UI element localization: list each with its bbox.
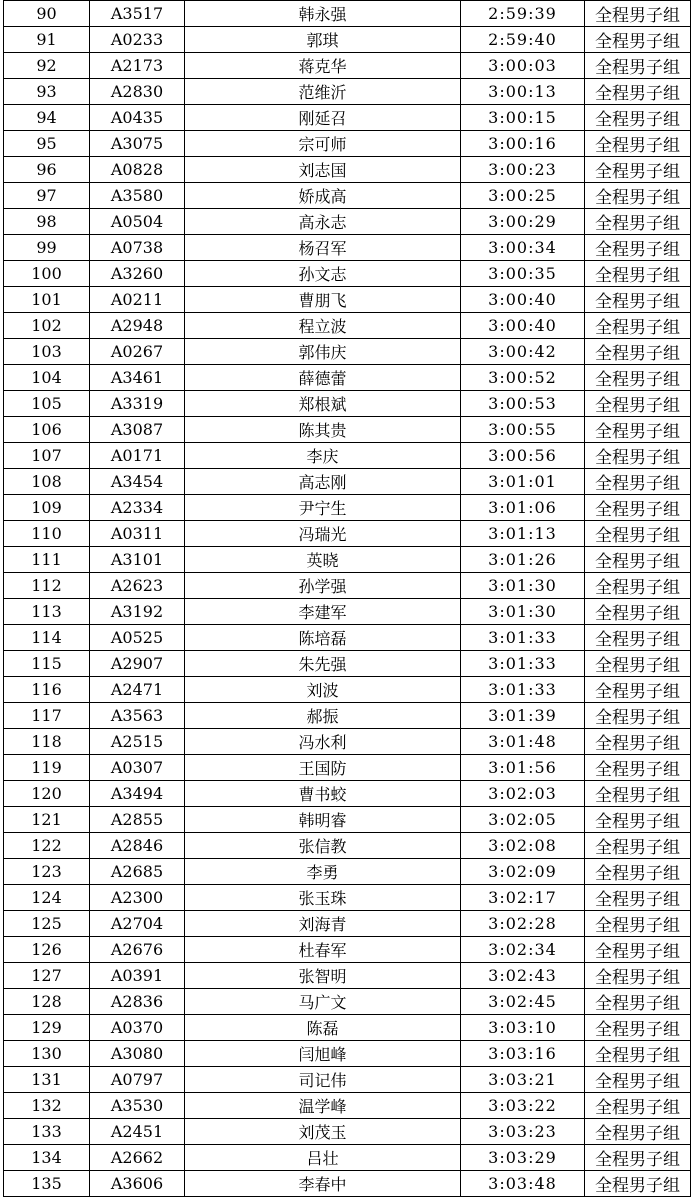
table-row [4, 1067, 691, 1093]
table-row [4, 547, 691, 573]
table-row [4, 157, 691, 183]
rank-cell: 94 [4, 105, 90, 131]
table-row [4, 1119, 691, 1145]
time-cell: 3:00:40 [461, 287, 585, 313]
group-cell: 全程男子组 [585, 131, 691, 157]
time-cell: 3:01:33 [461, 625, 585, 651]
table-row [4, 521, 691, 547]
bib-cell: A2855 [90, 807, 185, 833]
rank-cell: 96 [4, 157, 90, 183]
table-row [4, 599, 691, 625]
name-cell: 韩明睿 [185, 807, 461, 833]
name-cell: 郭琪 [185, 27, 461, 53]
table-row [4, 989, 691, 1015]
group-cell: 全程男子组 [585, 781, 691, 807]
rank-cell: 98 [4, 209, 90, 235]
bib-cell: A0738 [90, 235, 185, 261]
name-cell: 宗可师 [185, 131, 461, 157]
name-cell: 韩永强 [185, 1, 461, 27]
rank-cell: 128 [4, 989, 90, 1015]
rank-cell: 129 [4, 1015, 90, 1041]
bib-cell: A0391 [90, 963, 185, 989]
rank-cell: 105 [4, 391, 90, 417]
rank-cell: 97 [4, 183, 90, 209]
rank-cell: 99 [4, 235, 90, 261]
group-cell: 全程男子组 [585, 339, 691, 365]
name-cell: 范维沂 [185, 79, 461, 105]
rank-cell: 100 [4, 261, 90, 287]
name-cell: 刘海青 [185, 911, 461, 937]
rank-cell: 118 [4, 729, 90, 755]
time-cell: 3:01:39 [461, 703, 585, 729]
name-cell: 闫旭峰 [185, 1041, 461, 1067]
time-cell: 3:02:03 [461, 781, 585, 807]
rank-cell: 126 [4, 937, 90, 963]
group-cell: 全程男子组 [585, 833, 691, 859]
group-cell: 全程男子组 [585, 1067, 691, 1093]
group-cell: 全程男子组 [585, 677, 691, 703]
group-cell: 全程男子组 [585, 755, 691, 781]
bib-cell: A0504 [90, 209, 185, 235]
bib-cell: A3606 [90, 1171, 185, 1197]
time-cell: 3:03:21 [461, 1067, 585, 1093]
rank-cell: 131 [4, 1067, 90, 1093]
group-cell: 全程男子组 [585, 547, 691, 573]
bib-cell: A2907 [90, 651, 185, 677]
rank-cell: 93 [4, 79, 90, 105]
name-cell: 刚延召 [185, 105, 461, 131]
group-cell: 全程男子组 [585, 495, 691, 521]
name-cell: 冯水利 [185, 729, 461, 755]
time-cell: 3:00:25 [461, 183, 585, 209]
bib-cell: A2676 [90, 937, 185, 963]
group-cell: 全程男子组 [585, 625, 691, 651]
bib-cell: A0370 [90, 1015, 185, 1041]
table-row [4, 261, 691, 287]
name-cell: 张智明 [185, 963, 461, 989]
group-cell: 全程男子组 [585, 27, 691, 53]
table-row [4, 391, 691, 417]
group-cell: 全程男子组 [585, 261, 691, 287]
time-cell: 3:01:26 [461, 547, 585, 573]
name-cell: 薛德蕾 [185, 365, 461, 391]
group-cell: 全程男子组 [585, 53, 691, 79]
name-cell: 曹朋飞 [185, 287, 461, 313]
group-cell: 全程男子组 [585, 287, 691, 313]
time-cell: 3:00:23 [461, 157, 585, 183]
rank-cell: 133 [4, 1119, 90, 1145]
bib-cell: A2836 [90, 989, 185, 1015]
group-cell: 全程男子组 [585, 209, 691, 235]
table-row [4, 443, 691, 469]
time-cell: 3:00:52 [461, 365, 585, 391]
time-cell: 3:00:35 [461, 261, 585, 287]
time-cell: 3:03:48 [461, 1171, 585, 1197]
table-row [4, 1041, 691, 1067]
group-cell: 全程男子组 [585, 937, 691, 963]
rank-cell: 119 [4, 755, 90, 781]
time-cell: 3:01:33 [461, 677, 585, 703]
group-cell: 全程男子组 [585, 651, 691, 677]
bib-cell: A2515 [90, 729, 185, 755]
table-row [4, 911, 691, 937]
group-cell: 全程男子组 [585, 1145, 691, 1171]
name-cell: 杨召军 [185, 235, 461, 261]
table-row [4, 53, 691, 79]
name-cell: 高志刚 [185, 469, 461, 495]
table-row [4, 885, 691, 911]
group-cell: 全程男子组 [585, 1171, 691, 1197]
rank-cell: 120 [4, 781, 90, 807]
bib-cell: A2846 [90, 833, 185, 859]
time-cell: 3:01:13 [461, 521, 585, 547]
table-row [4, 1093, 691, 1119]
rank-cell: 132 [4, 1093, 90, 1119]
table-row [4, 573, 691, 599]
group-cell: 全程男子组 [585, 469, 691, 495]
group-cell: 全程男子组 [585, 105, 691, 131]
bib-cell: A2451 [90, 1119, 185, 1145]
group-cell: 全程男子组 [585, 573, 691, 599]
time-cell: 3:00:29 [461, 209, 585, 235]
table-row [4, 105, 691, 131]
name-cell: 陈其贵 [185, 417, 461, 443]
table-row [4, 495, 691, 521]
bib-cell: A3580 [90, 183, 185, 209]
name-cell: 孙文志 [185, 261, 461, 287]
name-cell: 刘波 [185, 677, 461, 703]
name-cell: 李勇 [185, 859, 461, 885]
bib-cell: A2334 [90, 495, 185, 521]
bib-cell: A0797 [90, 1067, 185, 1093]
name-cell: 李庆 [185, 443, 461, 469]
name-cell: 蒋克华 [185, 53, 461, 79]
results-table [3, 0, 691, 1197]
rank-cell: 113 [4, 599, 90, 625]
bib-cell: A2830 [90, 79, 185, 105]
time-cell: 2:59:39 [461, 1, 585, 27]
bib-cell: A3461 [90, 365, 185, 391]
group-cell: 全程男子组 [585, 1, 691, 27]
bib-cell: A3101 [90, 547, 185, 573]
table-row [4, 209, 691, 235]
rank-cell: 124 [4, 885, 90, 911]
rank-cell: 104 [4, 365, 90, 391]
name-cell: 陈培磊 [185, 625, 461, 651]
bib-cell: A0311 [90, 521, 185, 547]
bib-cell: A3087 [90, 417, 185, 443]
name-cell: 郝振 [185, 703, 461, 729]
table-row [4, 833, 691, 859]
time-cell: 3:03:23 [461, 1119, 585, 1145]
time-cell: 3:03:29 [461, 1145, 585, 1171]
bib-cell: A0525 [90, 625, 185, 651]
table-row [4, 651, 691, 677]
table-row [4, 859, 691, 885]
time-cell: 2:59:40 [461, 27, 585, 53]
time-cell: 3:01:06 [461, 495, 585, 521]
name-cell: 曹书蛟 [185, 781, 461, 807]
bib-cell: A0828 [90, 157, 185, 183]
table-row [4, 339, 691, 365]
bib-cell: A0307 [90, 755, 185, 781]
name-cell: 张信教 [185, 833, 461, 859]
bib-cell: A2173 [90, 53, 185, 79]
rank-cell: 122 [4, 833, 90, 859]
table-row [4, 807, 691, 833]
table-row [4, 963, 691, 989]
rank-cell: 92 [4, 53, 90, 79]
bib-cell: A3319 [90, 391, 185, 417]
rank-cell: 115 [4, 651, 90, 677]
bib-cell: A2685 [90, 859, 185, 885]
table-row [4, 1015, 691, 1041]
group-cell: 全程男子组 [585, 235, 691, 261]
rank-cell: 114 [4, 625, 90, 651]
rank-cell: 127 [4, 963, 90, 989]
group-cell: 全程男子组 [585, 729, 691, 755]
name-cell: 英晓 [185, 547, 461, 573]
time-cell: 3:02:45 [461, 989, 585, 1015]
bib-cell: A2471 [90, 677, 185, 703]
name-cell: 张玉珠 [185, 885, 461, 911]
time-cell: 3:01:56 [461, 755, 585, 781]
table-row [4, 417, 691, 443]
rank-cell: 111 [4, 547, 90, 573]
rank-cell: 95 [4, 131, 90, 157]
rank-cell: 125 [4, 911, 90, 937]
bib-cell: A0171 [90, 443, 185, 469]
name-cell: 刘志国 [185, 157, 461, 183]
name-cell: 王国防 [185, 755, 461, 781]
time-cell: 3:00:34 [461, 235, 585, 261]
bib-cell: A3260 [90, 261, 185, 287]
name-cell: 冯瑞光 [185, 521, 461, 547]
group-cell: 全程男子组 [585, 521, 691, 547]
group-cell: 全程男子组 [585, 911, 691, 937]
time-cell: 3:00:13 [461, 79, 585, 105]
name-cell: 温学峰 [185, 1093, 461, 1119]
group-cell: 全程男子组 [585, 703, 691, 729]
group-cell: 全程男子组 [585, 365, 691, 391]
rank-cell: 90 [4, 1, 90, 27]
rank-cell: 101 [4, 287, 90, 313]
rank-cell: 135 [4, 1171, 90, 1197]
bib-cell: A2623 [90, 573, 185, 599]
table-row [4, 1145, 691, 1171]
name-cell: 刘茂玉 [185, 1119, 461, 1145]
group-cell: 全程男子组 [585, 1041, 691, 1067]
table-row [4, 781, 691, 807]
time-cell: 3:01:48 [461, 729, 585, 755]
rank-cell: 117 [4, 703, 90, 729]
bib-cell: A3530 [90, 1093, 185, 1119]
time-cell: 3:02:43 [461, 963, 585, 989]
table-row [4, 131, 691, 157]
bib-cell: A2300 [90, 885, 185, 911]
time-cell: 3:02:28 [461, 911, 585, 937]
name-cell: 孙学强 [185, 573, 461, 599]
table-row [4, 365, 691, 391]
bib-cell: A3192 [90, 599, 185, 625]
group-cell: 全程男子组 [585, 885, 691, 911]
name-cell: 马广文 [185, 989, 461, 1015]
group-cell: 全程男子组 [585, 443, 691, 469]
table-row [4, 729, 691, 755]
name-cell: 高永志 [185, 209, 461, 235]
table-row [4, 1171, 691, 1197]
rank-cell: 112 [4, 573, 90, 599]
table-row [4, 703, 691, 729]
name-cell: 郭伟庆 [185, 339, 461, 365]
bib-cell: A0233 [90, 27, 185, 53]
table-row [4, 677, 691, 703]
name-cell: 郑根斌 [185, 391, 461, 417]
rank-cell: 123 [4, 859, 90, 885]
bib-cell: A3563 [90, 703, 185, 729]
group-cell: 全程男子组 [585, 183, 691, 209]
group-cell: 全程男子组 [585, 417, 691, 443]
time-cell: 3:00:40 [461, 313, 585, 339]
group-cell: 全程男子组 [585, 807, 691, 833]
name-cell: 娇成高 [185, 183, 461, 209]
group-cell: 全程男子组 [585, 859, 691, 885]
bib-cell: A3494 [90, 781, 185, 807]
group-cell: 全程男子组 [585, 313, 691, 339]
rank-cell: 103 [4, 339, 90, 365]
time-cell: 3:00:15 [461, 105, 585, 131]
bib-cell: A2662 [90, 1145, 185, 1171]
time-cell: 3:00:55 [461, 417, 585, 443]
table-row [4, 235, 691, 261]
name-cell: 司记伟 [185, 1067, 461, 1093]
time-cell: 3:00:42 [461, 339, 585, 365]
group-cell: 全程男子组 [585, 1119, 691, 1145]
bib-cell: A0211 [90, 287, 185, 313]
table-row [4, 625, 691, 651]
name-cell: 尹宁生 [185, 495, 461, 521]
time-cell: 3:03:16 [461, 1041, 585, 1067]
group-cell: 全程男子组 [585, 1015, 691, 1041]
bib-cell: A3517 [90, 1, 185, 27]
time-cell: 3:00:16 [461, 131, 585, 157]
time-cell: 3:03:22 [461, 1093, 585, 1119]
bib-cell: A2704 [90, 911, 185, 937]
rank-cell: 130 [4, 1041, 90, 1067]
time-cell: 3:02:17 [461, 885, 585, 911]
table-row [4, 183, 691, 209]
group-cell: 全程男子组 [585, 79, 691, 105]
name-cell: 陈磊 [185, 1015, 461, 1041]
time-cell: 3:01:33 [461, 651, 585, 677]
rank-cell: 107 [4, 443, 90, 469]
rank-cell: 134 [4, 1145, 90, 1171]
table-row [4, 313, 691, 339]
time-cell: 3:00:56 [461, 443, 585, 469]
bib-cell: A0267 [90, 339, 185, 365]
table-row [4, 1, 691, 27]
table-row [4, 469, 691, 495]
name-cell: 李建军 [185, 599, 461, 625]
table-row [4, 937, 691, 963]
table-row [4, 79, 691, 105]
bib-cell: A3075 [90, 131, 185, 157]
group-cell: 全程男子组 [585, 1093, 691, 1119]
time-cell: 3:02:05 [461, 807, 585, 833]
rank-cell: 102 [4, 313, 90, 339]
time-cell: 3:01:30 [461, 599, 585, 625]
table-row [4, 287, 691, 313]
name-cell: 朱先强 [185, 651, 461, 677]
name-cell: 程立波 [185, 313, 461, 339]
bib-cell: A2948 [90, 313, 185, 339]
name-cell: 李春中 [185, 1171, 461, 1197]
group-cell: 全程男子组 [585, 989, 691, 1015]
bib-cell: A3454 [90, 469, 185, 495]
group-cell: 全程男子组 [585, 391, 691, 417]
rank-cell: 109 [4, 495, 90, 521]
name-cell: 吕壮 [185, 1145, 461, 1171]
time-cell: 3:01:01 [461, 469, 585, 495]
table-row [4, 27, 691, 53]
table-row [4, 755, 691, 781]
group-cell: 全程男子组 [585, 157, 691, 183]
group-cell: 全程男子组 [585, 599, 691, 625]
time-cell: 3:02:09 [461, 859, 585, 885]
rank-cell: 108 [4, 469, 90, 495]
rank-cell: 116 [4, 677, 90, 703]
rank-cell: 106 [4, 417, 90, 443]
time-cell: 3:00:53 [461, 391, 585, 417]
time-cell: 3:02:34 [461, 937, 585, 963]
time-cell: 3:03:10 [461, 1015, 585, 1041]
name-cell: 杜春军 [185, 937, 461, 963]
bib-cell: A3080 [90, 1041, 185, 1067]
rank-cell: 121 [4, 807, 90, 833]
time-cell: 3:02:08 [461, 833, 585, 859]
rank-cell: 110 [4, 521, 90, 547]
bib-cell: A0435 [90, 105, 185, 131]
time-cell: 3:00:03 [461, 53, 585, 79]
rank-cell: 91 [4, 27, 90, 53]
group-cell: 全程男子组 [585, 963, 691, 989]
results-table-body [4, 1, 691, 1197]
time-cell: 3:01:30 [461, 573, 585, 599]
